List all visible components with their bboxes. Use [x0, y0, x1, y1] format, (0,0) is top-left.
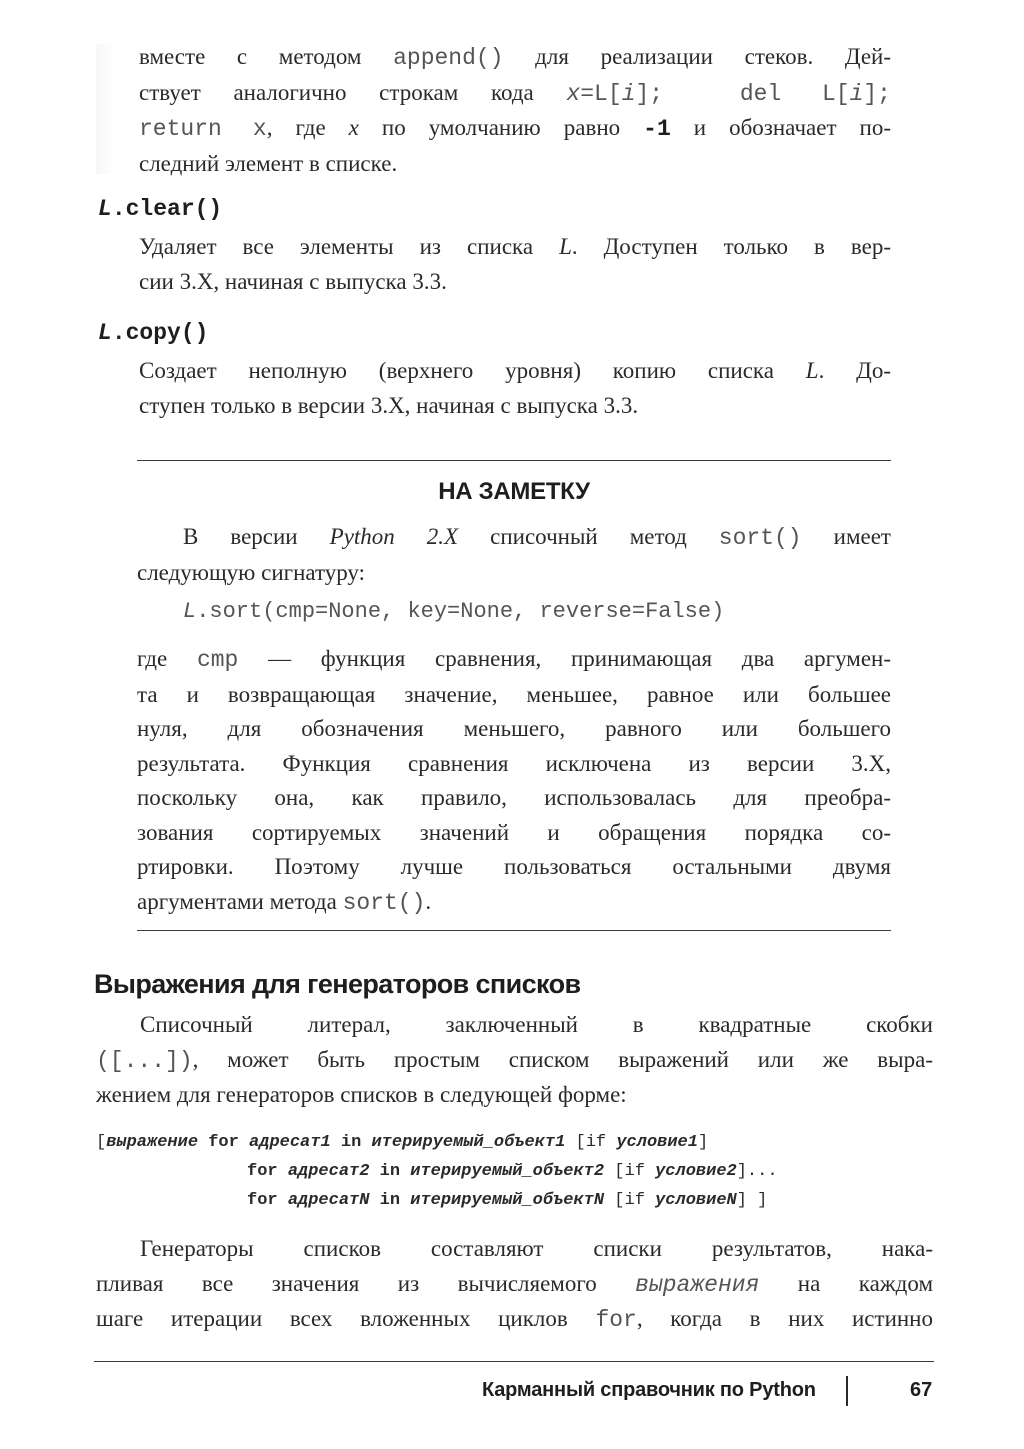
list-variable: L — [98, 320, 112, 346]
text-fragment: вместе с методом — [139, 44, 394, 69]
placeholder: итерируемый_объектN — [410, 1191, 605, 1210]
placeholder: условие2 — [655, 1162, 737, 1181]
method-name: .copy() — [111, 320, 209, 346]
placeholder: итерируемый_объект1 — [371, 1133, 566, 1152]
text-line — [96, 1232, 933, 1267]
text-line — [137, 520, 891, 556]
copy-method-heading — [98, 318, 208, 348]
text-line: результата. Функция сравнения исключена из версии 3.X, — [137, 750, 891, 776]
placeholder: адресатN — [287, 1191, 370, 1210]
text-line — [139, 354, 891, 389]
text-line — [139, 76, 891, 112]
text-fragment: . — [425, 888, 432, 914]
inline-code: del L[ — [739, 80, 850, 107]
text-line — [139, 40, 891, 76]
text-fragment: Генераторы списков составляют списки результатов, нака- — [140, 1236, 933, 1261]
footer-rule — [94, 1361, 934, 1362]
inline-code-var: x — [566, 80, 581, 107]
inline-code: =L[ — [580, 80, 622, 107]
text-line — [137, 642, 891, 678]
list-variable: L — [805, 358, 819, 383]
text-line — [96, 1008, 933, 1043]
text-fragment: и обозначает по- — [670, 115, 891, 140]
inline-code: ]; — [863, 80, 891, 107]
clear-method-heading — [98, 194, 222, 224]
placeholder: условиеN — [655, 1191, 737, 1210]
python-version: Python 2.X — [329, 524, 459, 549]
keyword: [if — [604, 1191, 656, 1210]
text-fragment: на каждом — [759, 1270, 933, 1296]
keyword: for — [198, 1133, 250, 1152]
placeholder: итерируемый_объект2 — [410, 1162, 605, 1181]
inline-code: ]; — [635, 80, 704, 107]
text-fragment: Списочный литерал, заключенный в квадратные скобки — [140, 1012, 933, 1037]
text-fragment: . Доступен только в вер- — [571, 234, 891, 259]
inline-code: for — [595, 1307, 637, 1333]
footer-book-title: Карманный справочник по Python — [482, 1379, 816, 1401]
inline-code: выражения — [635, 1271, 760, 1298]
text-fragment: списочный метод — [458, 524, 719, 549]
list-variable: L — [559, 234, 572, 259]
text-line — [96, 1267, 933, 1303]
text-fragment: для реализации стеков. Дей- — [503, 44, 891, 69]
text-line: нуля, для обозначения меньшего, равного или большего — [137, 716, 891, 741]
placeholder: адресат1 — [249, 1133, 331, 1152]
inline-code: ([...]) — [96, 1047, 193, 1074]
text-fragment: по умолчанию равно — [358, 115, 644, 140]
text-line: жением для генераторов списков в следующей форме: — [96, 1082, 627, 1107]
text-fragment: , может быть простым списком выражений или же выра- — [192, 1046, 933, 1072]
list-variable: L — [183, 599, 197, 624]
text-fragment: Удаляет все элементы из списка — [139, 234, 560, 259]
inline-code-var: i — [621, 80, 636, 107]
text-line: следующую сигнатуру: — [137, 559, 366, 585]
text-line — [96, 1302, 933, 1338]
page-number: 67 — [910, 1379, 933, 1401]
text-line — [137, 885, 891, 921]
text-line: поскольку она, как правило, использовалась для преобра- — [137, 785, 891, 810]
text-fragment: пливая все значения из вычисляемого — [96, 1270, 636, 1296]
text-fragment: Создает неполную (верхнего уровня) копию списка — [139, 358, 806, 383]
text-fragment: где — [137, 646, 197, 671]
pop-description-paragraph — [139, 40, 891, 181]
text-fragment: , когда в них истинно — [636, 1306, 933, 1331]
keyword: for — [247, 1162, 288, 1181]
placeholder: условие1 — [616, 1133, 698, 1152]
keyword: [if — [604, 1162, 656, 1181]
text-line: зования сортируемых значений и обращения порядка со- — [137, 819, 891, 845]
inline-code: append() — [393, 45, 504, 71]
text-fragment: шаге итерации всех вложенных циклов — [96, 1306, 596, 1331]
placeholder: адресат2 — [287, 1162, 370, 1181]
note-body — [137, 642, 891, 920]
text-line: ступен только в версии 3.X, начиная с выпуска 3.3. — [139, 392, 639, 418]
text-fragment: ствует аналогично строкам кода — [139, 79, 567, 105]
note-bottom-rule — [137, 930, 891, 931]
keyword: in — [369, 1162, 411, 1181]
inline-code: sort() — [342, 889, 426, 916]
bleed-through-shadow — [96, 44, 116, 174]
text-fragment: В версии — [183, 524, 330, 549]
sort-signature — [183, 596, 724, 628]
default-value: -1 — [643, 116, 671, 142]
text-fragment: аргументами метода — [137, 888, 343, 914]
keyword: for — [247, 1191, 288, 1210]
list-variable: L — [98, 196, 112, 222]
text-line: ртировки. Поэтому лучше пользоваться остальными двумя — [137, 854, 891, 879]
variable-name: x — [348, 115, 359, 140]
comprehension-syntax-line-2: for адресат2 in итерируемый_объект2 [if условие2]... — [247, 1162, 778, 1181]
inline-code: return x — [139, 116, 267, 142]
keyword: in — [369, 1191, 411, 1210]
keyword: [if — [565, 1133, 617, 1152]
inline-code-var: i — [849, 80, 864, 107]
comprehension-syntax-line-3: for адресатN in итерируемый_объектN [if условиеN] ] — [247, 1191, 768, 1210]
placeholder: выражение — [106, 1133, 199, 1152]
text-fragment: , где — [266, 115, 349, 140]
text-line — [96, 1043, 933, 1079]
method-name: .clear() — [111, 196, 223, 222]
text-line: та и возвращающая значение, меньшее, равное или большее — [137, 681, 891, 707]
section-heading: Выражения для генераторов списков — [94, 969, 581, 999]
inline-code: sort() — [718, 525, 802, 551]
text-line — [139, 111, 891, 147]
clear-description — [139, 230, 891, 299]
comprehension-syntax-line-1: [выражение for адресат1 in итерируемый_объект1 [if условие1] — [96, 1133, 709, 1152]
footer-separator — [846, 1376, 848, 1406]
text-line: следний элемент в списке. — [139, 150, 398, 176]
text-fragment: имеет — [801, 524, 891, 549]
comprehension-description — [96, 1232, 933, 1338]
section-intro — [96, 1008, 933, 1113]
note-top-rule — [137, 460, 891, 461]
text-fragment: — функция сравнения, принимающая два аргумен- — [238, 646, 892, 671]
note-intro — [137, 520, 891, 590]
note-title: НА ЗАМЕТКУ — [438, 478, 590, 505]
text-line: сии 3.X, начиная с выпуска 3.3. — [139, 268, 447, 294]
copy-description — [139, 354, 891, 423]
text-line — [139, 230, 891, 265]
inline-code: cmp — [196, 647, 239, 673]
keyword: in — [330, 1133, 372, 1152]
signature-code: .sort(cmp=None, key=None, reverse=False) — [196, 599, 725, 624]
text-fragment: . До- — [818, 358, 891, 383]
